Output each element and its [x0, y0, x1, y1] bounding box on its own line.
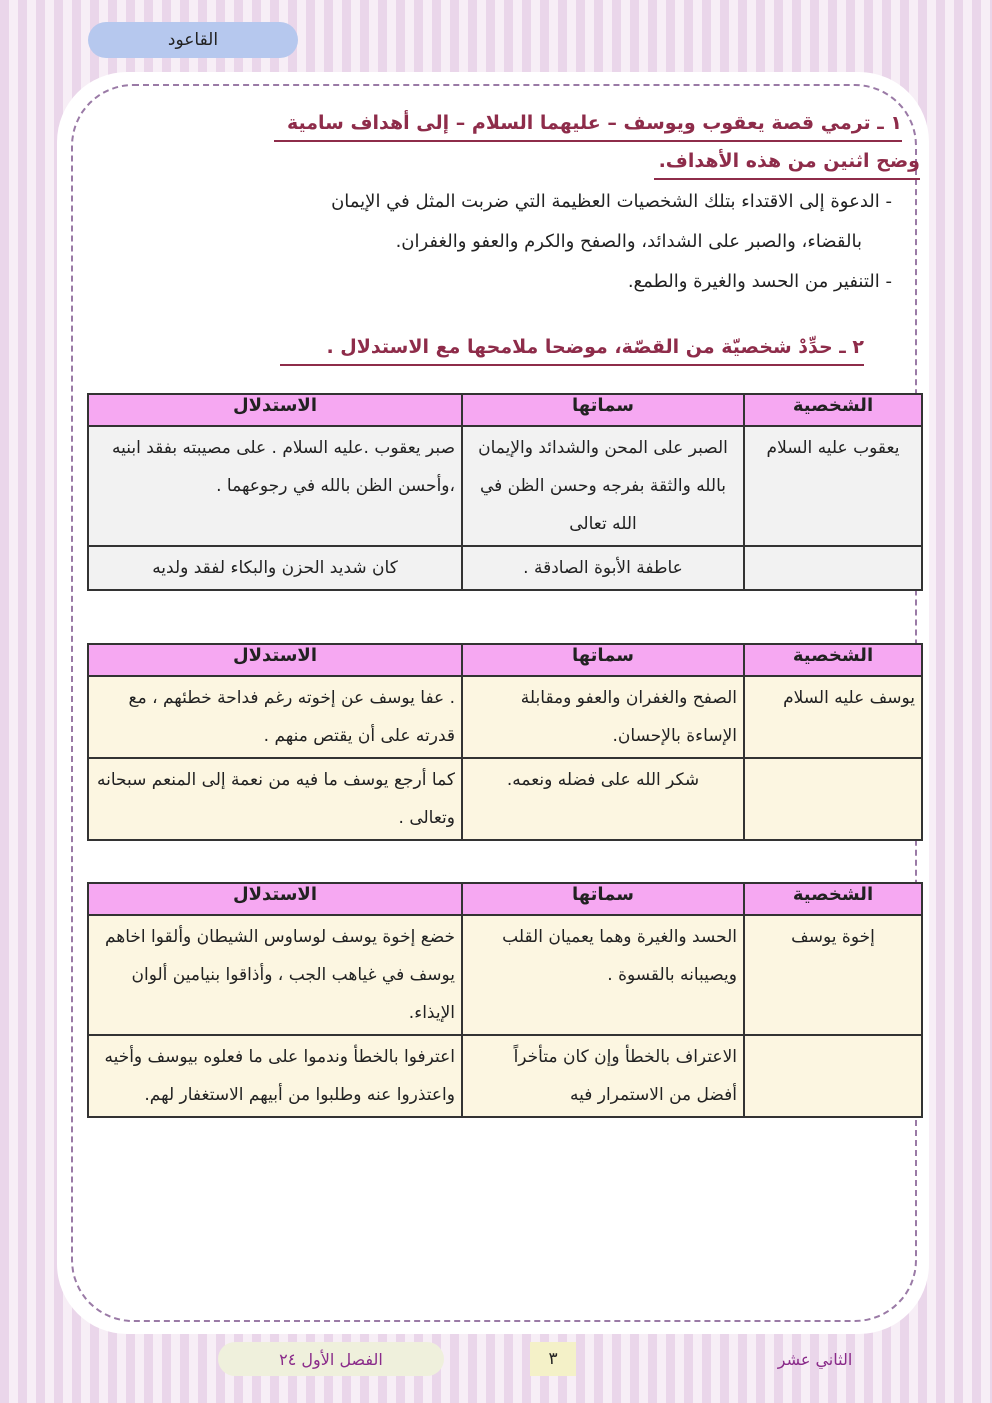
- cell-character: [744, 758, 922, 840]
- cell-traits: شكر الله على فضله ونعمه.: [462, 758, 744, 840]
- character-table-yaqub: [87, 393, 923, 591]
- cell-evidence: كما أرجع يوسف ما فيه من نعمة إلى المنعم سبحانه وتعالى .: [88, 758, 462, 840]
- header-evidence: الاستدلال: [88, 394, 462, 426]
- table-row: [88, 546, 922, 590]
- cell-evidence: . عفا يوسف عن إخوته رغم فداحة خطئهم ، مع قدرته على أن يقتص منهم .: [88, 676, 462, 758]
- table-row: [88, 915, 922, 1035]
- table-row: [88, 758, 922, 840]
- cell-evidence: صبر يعقوب .عليه السلام . على مصيبته بفقد ابنيه ،وأحسن الظن بالله في رجوعهما .: [88, 426, 462, 546]
- header-traits: سماتها: [462, 394, 744, 426]
- table-row: [88, 426, 922, 546]
- cell-traits: الحسد والغيرة وهما يعميان القلب ويصيبانه بالقسوة .: [462, 915, 744, 1035]
- header-tag: القاعود: [88, 22, 298, 58]
- cell-evidence: كان شديد الحزن والبكاء لفقد ولديه: [88, 546, 462, 590]
- question-1-continuation: وضح اثنين من هذه الأهداف.: [654, 144, 920, 180]
- header-character: الشخصية: [744, 883, 922, 915]
- cell-character: يعقوب عليه السلام: [744, 426, 922, 546]
- table-row: [88, 676, 922, 758]
- cell-traits: الاعتراف بالخطأ وإن كان متأخراً أفضل من الاستمرار فيه: [462, 1035, 744, 1117]
- question-1-title: ١ ـ ترمي قصة يعقوب ويوسف – عليهما السلام – إلى أهداف سامية: [274, 106, 902, 142]
- cell-evidence: خضع إخوة يوسف لوساوس الشيطان وألقوا اخاهم يوسف في غياهب الجب ، وأذاقوا بنيامين ألوان الإيذاء.: [88, 915, 462, 1035]
- cell-traits: عاطفة الأبوة الصادقة .: [462, 546, 744, 590]
- page-number: ٣: [530, 1342, 576, 1376]
- footer-term: الفصل الأول ٢٤: [218, 1342, 444, 1376]
- cell-traits: الصفح والغفران والعفو ومقابلة الإساءة بالإحسان.: [462, 676, 744, 758]
- header-traits: سماتها: [462, 644, 744, 676]
- cell-character: يوسف عليه السلام: [744, 676, 922, 758]
- header-evidence: الاستدلال: [88, 883, 462, 915]
- answer-line: - الدعوة إلى الاقتداء بتلك الشخصيات العظيمة التي ضربت المثل في الإيمان: [331, 191, 892, 212]
- cell-evidence: اعترفوا بالخطأ وندموا على ما فعلوه بيوسف وأخيه واعتذروا عنه وطلبوا من أبيهم الاستغفار لهم.: [88, 1035, 462, 1117]
- table-row: [88, 1035, 922, 1117]
- cell-character: [744, 1035, 922, 1117]
- character-table-yusuf: [87, 643, 923, 841]
- cell-character: [744, 546, 922, 590]
- question-2-title: ٢ ـ حدِّدْ شخصيّة من القصّة، موضحا ملامحها مع الاستدلال .: [280, 330, 864, 366]
- answer-line: بالقضاء، والصبر على الشدائد، والصفح والكرم والعفو والغفران.: [395, 231, 862, 252]
- header-character: الشخصية: [744, 644, 922, 676]
- answer-line: - التنفير من الحسد والغيرة والطمع.: [627, 271, 892, 292]
- header-traits: سماتها: [462, 883, 744, 915]
- cell-traits: الصبر على المحن والشدائد والإيمان بالله والثقة بفرجه وحسن الظن في الله تعالى: [462, 426, 744, 546]
- character-table-brothers: [87, 882, 923, 1118]
- footer-grade: الثاني عشر: [777, 1349, 853, 1369]
- header-evidence: الاستدلال: [88, 644, 462, 676]
- header-character: الشخصية: [744, 394, 922, 426]
- cell-character: إخوة يوسف: [744, 915, 922, 1035]
